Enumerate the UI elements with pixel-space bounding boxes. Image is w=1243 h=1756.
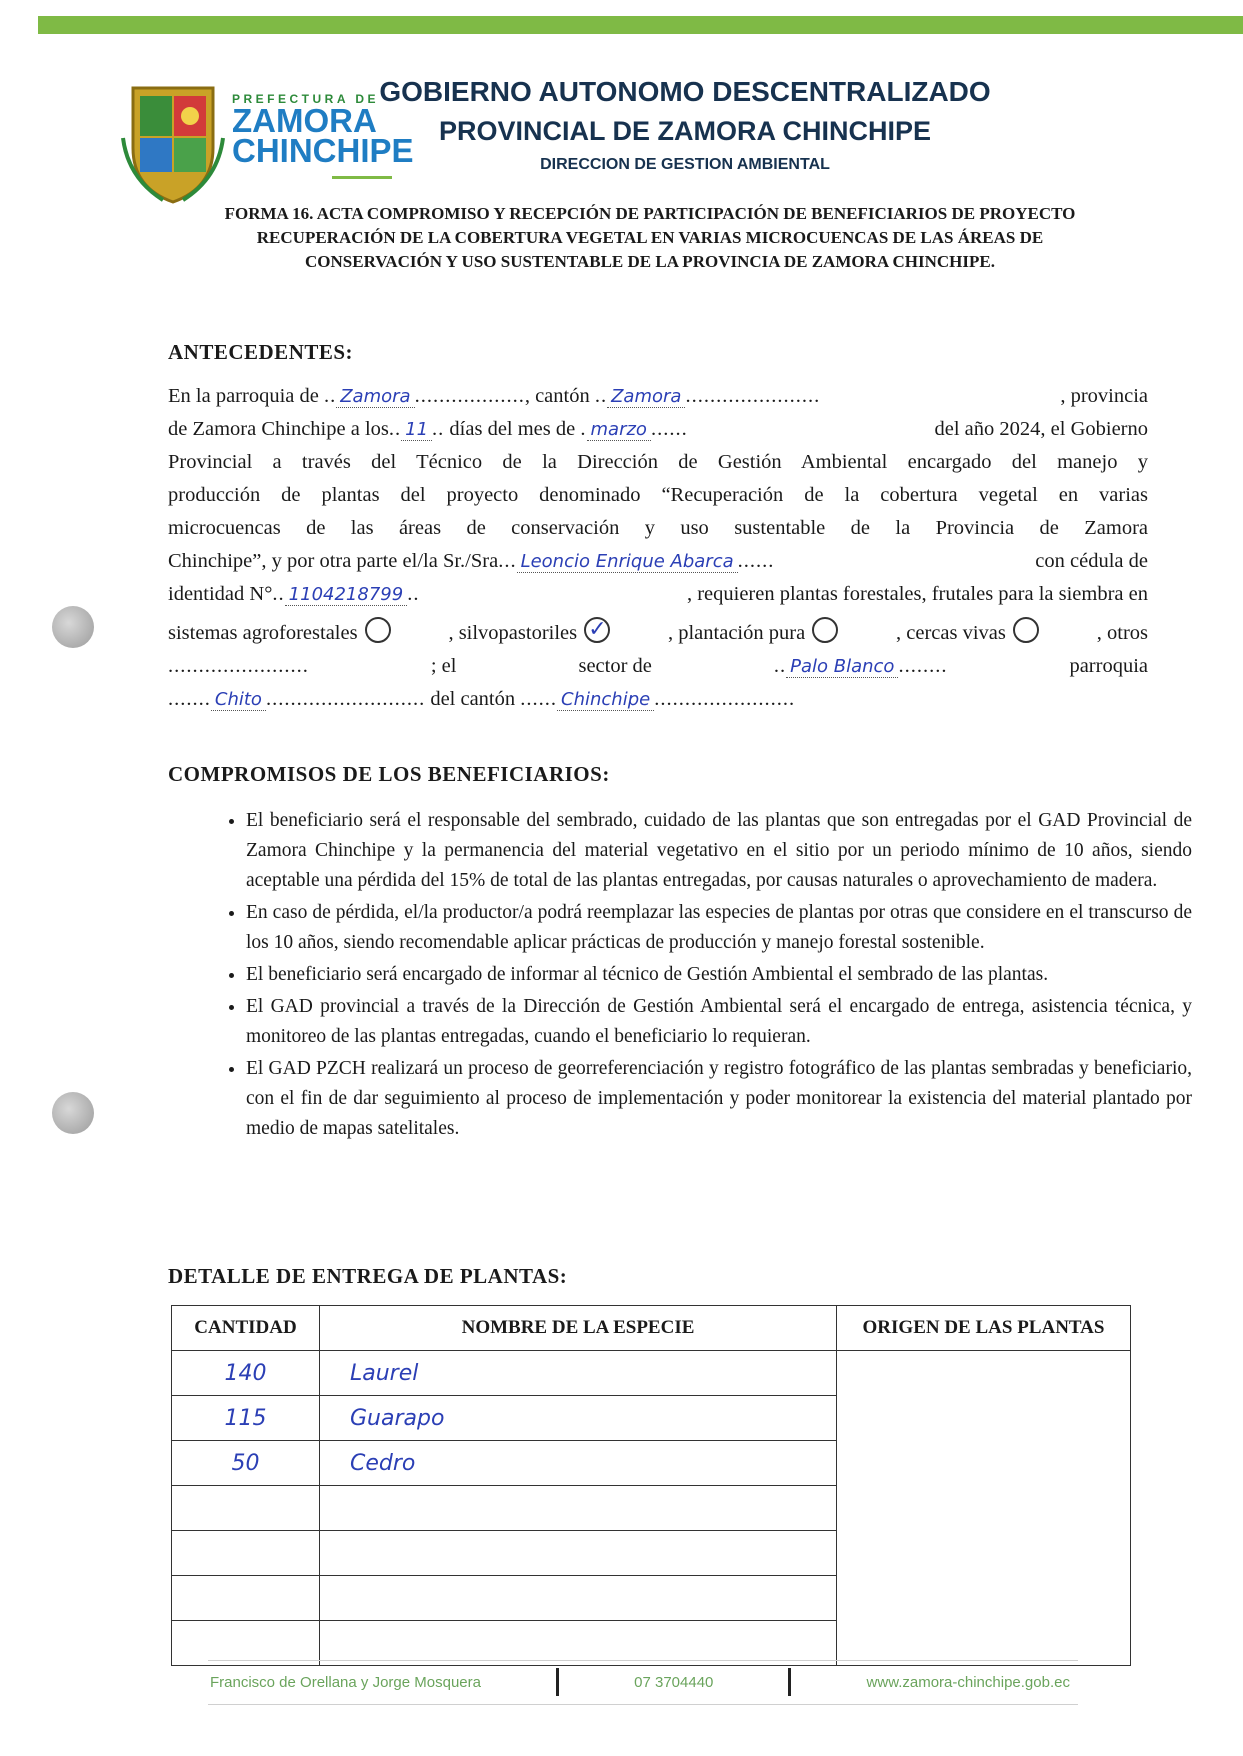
mes-field[interactable]: marzo — [587, 419, 651, 441]
footer — [210, 1668, 1070, 1696]
brand-prefix: PREFECTURA DE — [232, 92, 380, 106]
parroquia2-field[interactable]: Chito — [211, 689, 266, 711]
text: ; el — [430, 655, 457, 677]
list-item: • El beneficiario será encargado de informar al técnico de Gestión Ambiental el sembrado de las plantas. — [246, 960, 1192, 990]
text: parroquia — [1069, 655, 1148, 677]
cercas-vivas-radio[interactable] — [1013, 617, 1039, 643]
para-line-8 — [168, 617, 1148, 650]
text: , otros — [1096, 622, 1148, 644]
especie-cell[interactable]: Laurel — [320, 1351, 837, 1396]
text: días del mes de — [449, 418, 576, 440]
form-title — [170, 202, 1130, 274]
text: , cantón — [524, 385, 590, 407]
coat-of-arms-logo — [118, 78, 228, 206]
canton2-field[interactable]: Chinchipe — [557, 689, 654, 711]
list-item: • El GAD PZCH realizará un proceso de georreferenciación y registro fotográfico de las plantas sembradas y beneficiario, con el fin de dar seguimiento al proceso de implementación y poder monitorear la existencia del material plantado por medio de mapas satelitales. — [246, 1054, 1192, 1144]
footer-rule-top — [208, 1660, 1078, 1661]
especie-cell[interactable]: Cedro — [320, 1441, 837, 1486]
form-title-line-1: FORMA 16. ACTA COMPROMISO Y RECEPCIÓN DE PARTICIPACIÓN DE BENEFICIARIOS DE PROYECTO — [224, 204, 1076, 223]
para-line-4: producción de plantas del proyecto denominado “Recuperación de la cobertura vegetal en varias — [168, 484, 1148, 506]
para-line-2: de Zamora Chinchipe a los.. 11 .. días del mes de . marzo ...... del año 2024, el Gobierno — [168, 413, 1148, 446]
list-item: • En caso de pérdida, el/la productor/a podrá reemplazar las especies de plantas por otras que considere en el transcurso de los 10 años, siendo recomendable aplicar prácticas de producción y manejo forestal sostenible. — [246, 898, 1192, 958]
plantacion-pura-radio[interactable] — [812, 617, 838, 643]
text: identidad N° — [168, 583, 273, 605]
footer-phone: 07 3704440 — [634, 1673, 714, 1691]
text: En la parroquia de — [168, 385, 319, 407]
especie-cell[interactable] — [320, 1576, 837, 1621]
punch-hole-bottom — [52, 1092, 94, 1134]
text: , silvopastoriles — [448, 622, 578, 644]
list-item: • El GAD provincial a través de la Dirección de Gestión Ambiental será el encargado de entrega, asistencia técnica, y monitoreo de las plantas entregadas, cuando el beneficiario lo requieran. — [246, 992, 1192, 1052]
form-title-line-2: RECUPERACIÓN DE LA COBERTURA VEGETAL EN VARIAS MICROCUENCAS DE LAS ÁREAS DE — [256, 228, 1044, 247]
para-line-10: ....... Chito .......................... del cantón ...... Chinchipe ....................... — [168, 688, 796, 710]
col-cantidad: CANTIDAD — [172, 1306, 320, 1351]
para-line-5: microcuencas de las áreas de conservación y uso sustentable de la Provincia de Zamora — [168, 517, 1148, 539]
brand-name-2: CHINCHIPE — [232, 132, 414, 169]
footer-rule-bottom — [208, 1704, 1078, 1705]
footer-address: Francisco de Orellana y Jorge Mosquera — [210, 1673, 481, 1691]
cantidad-cell[interactable] — [172, 1621, 320, 1666]
cantidad-cell[interactable]: 115 — [172, 1396, 320, 1441]
cantidad-cell[interactable]: 50 — [172, 1441, 320, 1486]
antecedentes-paragraph — [168, 380, 1148, 716]
detalle-heading: DETALLE DE ENTREGA DE PLANTAS: — [168, 1264, 568, 1288]
compromisos-heading: COMPROMISOS DE LOS BENEFICIARIOS: — [168, 762, 610, 786]
compromisos-list — [200, 806, 1192, 1146]
para-line-1: En la parroquia de .. Zamora .................., cantón .. Zamora ...................... , provincia — [168, 380, 1148, 413]
especie-cell[interactable] — [320, 1531, 837, 1576]
silvopastoril-radio[interactable] — [584, 617, 610, 643]
especie-cell[interactable] — [320, 1621, 837, 1666]
dia-field[interactable]: 11 — [401, 419, 432, 441]
para-line-3: Provincial a través del Técnico de la Dirección de Gestión Ambiental encargado del manejo y — [168, 451, 1148, 473]
cantidad-cell[interactable] — [172, 1576, 320, 1621]
table-row — [172, 1351, 1131, 1396]
col-origen: ORIGEN DE LAS PLANTAS — [837, 1306, 1131, 1351]
otros-field[interactable]: ....................... — [168, 655, 309, 677]
especie-cell[interactable]: Guarapo — [320, 1396, 837, 1441]
footer-website-link[interactable]: www.zamora-chinchipe.gob.ec — [866, 1673, 1070, 1691]
especie-cell[interactable] — [320, 1486, 837, 1531]
top-green-bar — [38, 16, 1243, 34]
text: del cantón — [430, 688, 516, 710]
header-line-3: DIRECCION DE GESTION AMBIENTAL — [540, 156, 830, 173]
text: sector de — [578, 655, 652, 677]
col-especie: NOMBRE DE LA ESPECIE — [320, 1306, 837, 1351]
institution-header — [360, 72, 1010, 180]
para-line-7: identidad N°.. 1104218799 .. , requieren plantas forestales, frutales para la siembra en — [168, 578, 1148, 611]
cantidad-cell[interactable]: 140 — [172, 1351, 320, 1396]
beneficiario-field[interactable]: Leoncio Enrique Abarca — [517, 551, 738, 573]
sector-field[interactable]: Palo Blanco — [786, 656, 898, 678]
canton-field[interactable]: Zamora — [607, 386, 685, 408]
parroquia-field[interactable]: Zamora — [336, 386, 414, 408]
brand-name-1: ZAMORA — [232, 102, 377, 139]
text: del año 2024, el Gobierno — [934, 418, 1148, 440]
footer-separator — [788, 1668, 791, 1696]
text: , plantación pura — [667, 622, 806, 644]
header-line-2: PROVINCIAL DE ZAMORA CHINCHIPE — [438, 116, 932, 146]
cedula-field[interactable]: 1104218799 — [285, 584, 408, 606]
form-title-line-3: CONSERVACIÓN Y USO SUSTENTABLE DE LA PROVINCIA DE ZAMORA CHINCHIPE. — [305, 252, 995, 271]
text: sistemas agroforestales — [168, 622, 358, 644]
origen-cell[interactable] — [837, 1351, 1131, 1666]
text: Chinchipe”, y por otra parte el/la Sr./Sra — [168, 550, 499, 572]
punch-hole-top — [52, 606, 94, 648]
text: , cercas vivas — [896, 622, 1006, 644]
plants-table — [171, 1305, 1131, 1666]
footer-separator — [556, 1668, 559, 1696]
text: de Zamora Chinchipe a los — [168, 418, 389, 440]
header-line-1: GOBIERNO AUTONOMO DESCENTRALIZADO — [379, 76, 991, 107]
list-item: • El beneficiario será el responsable del sembrado, cuidado de las plantas que son entregadas por el GAD Provincial de Zamora Chinchipe y la permanencia del material vegetativo en el sitio por un periodo mínimo de 10 años, siendo aceptable una pérdida del 15% de total de las plantas entregadas, por causas naturales o aprovechamiento de madera. — [246, 806, 1192, 896]
antecedentes-heading: ANTECEDENTES: — [168, 340, 354, 364]
agroforestal-radio[interactable] — [365, 617, 391, 643]
table-header-row — [172, 1306, 1131, 1351]
cantidad-cell[interactable] — [172, 1531, 320, 1576]
para-line-6: Chinchipe”, y por otra parte el/la Sr./Sra... Leoncio Enrique Abarca ...... con cédula de — [168, 545, 1148, 578]
cantidad-cell[interactable] — [172, 1486, 320, 1531]
text: , requieren plantas forestales, frutales para la siembra en — [686, 583, 1148, 605]
text: con cédula de — [1035, 550, 1148, 572]
text: , provincia — [1060, 385, 1148, 407]
para-line-9: ....................... ; el sector de .. Palo Blanco ........ parroquia — [168, 650, 1148, 683]
